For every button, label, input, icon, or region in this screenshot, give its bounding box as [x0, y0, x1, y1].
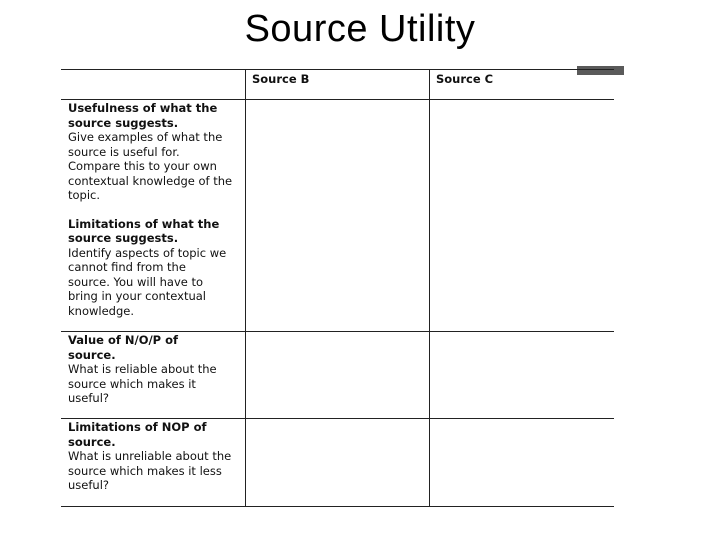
heading-line: source suggests. [68, 115, 179, 130]
body-line: topic. [68, 188, 101, 202]
body-line: source. You will have to [68, 274, 204, 289]
cell-source-c-usefulness[interactable] [430, 100, 614, 331]
body-line: cannot find from the [68, 260, 186, 274]
source-utility-table [61, 69, 614, 507]
column-header-source-c: Source C [436, 72, 494, 86]
body-line: useful? [68, 391, 109, 405]
cell-source-b-usefulness[interactable] [246, 100, 429, 331]
heading-line: source. [68, 434, 116, 449]
body-line: What is unreliable about the [68, 449, 232, 463]
heading-line: Limitations of NOP of [68, 420, 207, 434]
slide-title: Source Utility [244, 8, 476, 50]
body-line: useful? [68, 478, 109, 492]
row-label-usefulness-limitations [68, 101, 248, 318]
body-line: knowledge. [68, 303, 134, 318]
heading-line: source. [68, 347, 116, 362]
body-line: source which makes it [68, 376, 196, 391]
body-line: source is useful for. [68, 144, 180, 159]
heading-line: source suggests. [68, 231, 179, 245]
table-top-border [61, 69, 614, 70]
heading-line: Usefulness of what the [68, 101, 218, 115]
cell-source-b-limitations[interactable] [246, 419, 429, 506]
cell-source-c-value[interactable] [430, 332, 614, 418]
cell-source-c-limitations[interactable] [430, 419, 614, 506]
body-line: Identify aspects of topic we [68, 245, 227, 260]
body-line: bring in your contextual [68, 289, 206, 303]
column-header-source-b: Source B [252, 72, 310, 86]
body-line: What is reliable about the [68, 362, 217, 376]
heading-line: Value of N/O/P of [68, 333, 179, 347]
row-label-limitations-nop [68, 420, 248, 493]
table-bottom-border [61, 506, 614, 507]
body-line: contextual knowledge of the [68, 173, 233, 188]
row-label-value-nop [68, 333, 248, 406]
heading-line: Limitations of what the [68, 216, 220, 231]
body-line: Give examples of what the [68, 130, 223, 144]
cell-source-b-value[interactable] [246, 332, 429, 418]
body-line: source which makes it less [68, 463, 222, 478]
body-line: Compare this to your own [68, 159, 217, 173]
